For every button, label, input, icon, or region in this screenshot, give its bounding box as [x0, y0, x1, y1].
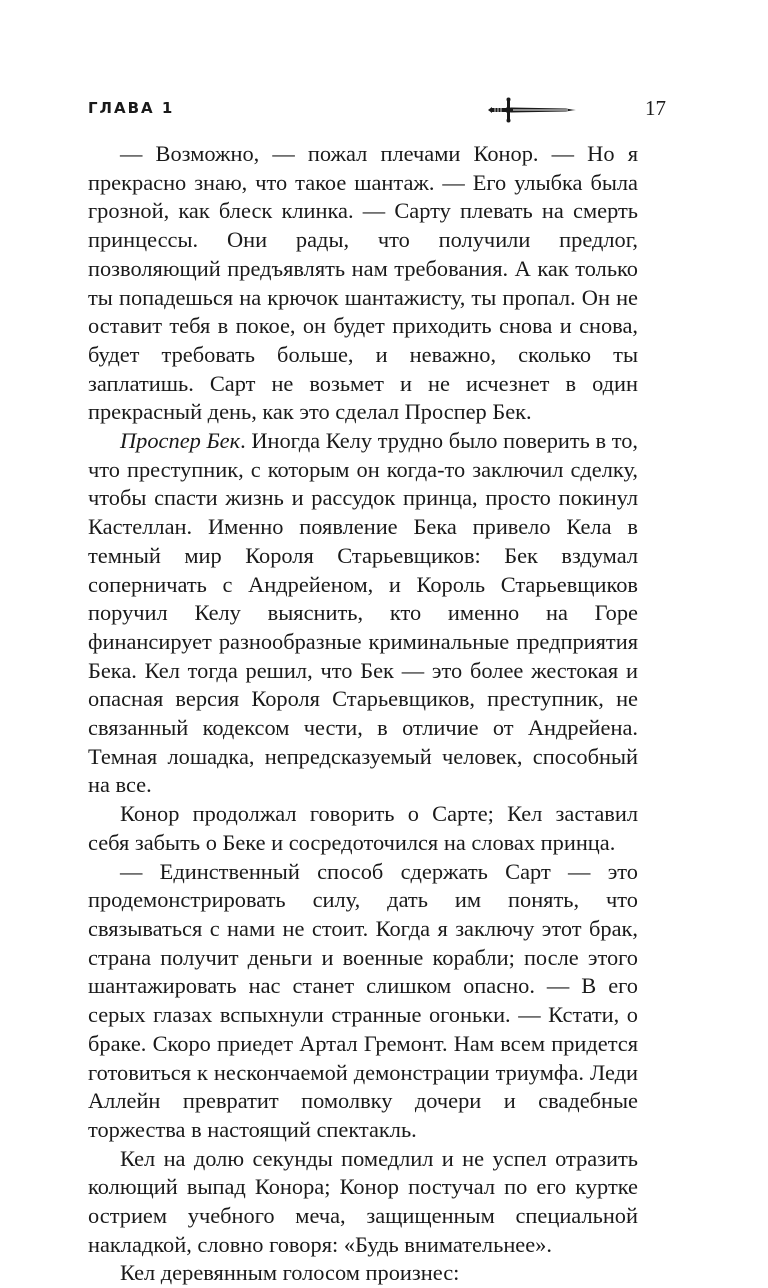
paragraph-1: — Возможно, — пожал плечами Конор. — Но я прекрасно знаю, что такое шантаж. — Его улыбка была грозной, как блеск клинка. — Сарту плевать на смерть принцессы. Они рады, что получили предлог, позволяющий предъявлять нам требования. А как только ты попадешься на крючок шантажисту, ты пропал. Он не оставит тебя в покое, он будет приходить снова и снова, будет требовать больше, и неважно, сколько ты заплатишь. Сарт не возьмет и не исчезнет в один прекрасный день, как это сделал Проспер Бек.: [88, 141, 638, 425]
paragraph-2-text: . Иногда Келу трудно было поверить в то, что преступник, с которым он когда-то заключил сделку, чтобы спасти жизнь и рассудок принца, просто покинул Кастеллан. Именно появление Бека привело Кела в темный мир Короля Старьевщиков: Бек вздумал соперничать с Андрейеном, и Король Старьевщиков поручил Келу выяснить, кто именно на Горе финансирует разнообразные криминальные предприятия Бека. Кел тогда решил, что Бек — это более жестокая и опасная версия Короля Старьевщиков, преступник, не связанный кодексом чести, в отличие от Андрейена. Темная лошадка, непредсказуемый человек, способный на все.: [88, 428, 638, 798]
paragraph-4: — Единственный способ сдержать Сарт — это продемонстрировать силу, дать им понять, что связываться с нами не стоит. Когда я заключу этот брак, страна получит деньги и военные корабли; после этого шантажировать нас станет слишком опасно. — В его серых глазах вспыхнули странные огоньки. — Кстати, о браке. Скоро приедет Артал Гремонт. Нам всем придется готовиться к нескончаемой демонстрации триумфа. Леди Аллейн превратит помолвку дочери и свадебные торжества в настоящий спектакль.: [88, 858, 638, 1142]
paragraph-3: Конор продолжал говорить о Сарте; Кел заставил себя забыть о Беке и сосредоточился на словах принца.: [88, 801, 638, 855]
book-page: [88, 0, 680, 1286]
chapter-text: [88, 140, 638, 1288]
dagger-icon: [486, 96, 578, 124]
italic-name: Проспер Бек: [120, 428, 241, 454]
running-header: [88, 96, 680, 126]
page-number: 17: [645, 96, 666, 120]
paragraph-2: [88, 427, 638, 800]
paragraph-5: Кел на долю секунды помедлил и не успел отразить колющий выпад Конора; Конор постучал по его куртке острием учебного меча, защищенным специальной накладкой, словно говоря: «Будь внимательнее».: [88, 1145, 638, 1257]
chapter-label: ГЛАВА 1: [88, 99, 175, 117]
paragraph-6: Кел деревянным голосом произнес:: [120, 1260, 460, 1286]
